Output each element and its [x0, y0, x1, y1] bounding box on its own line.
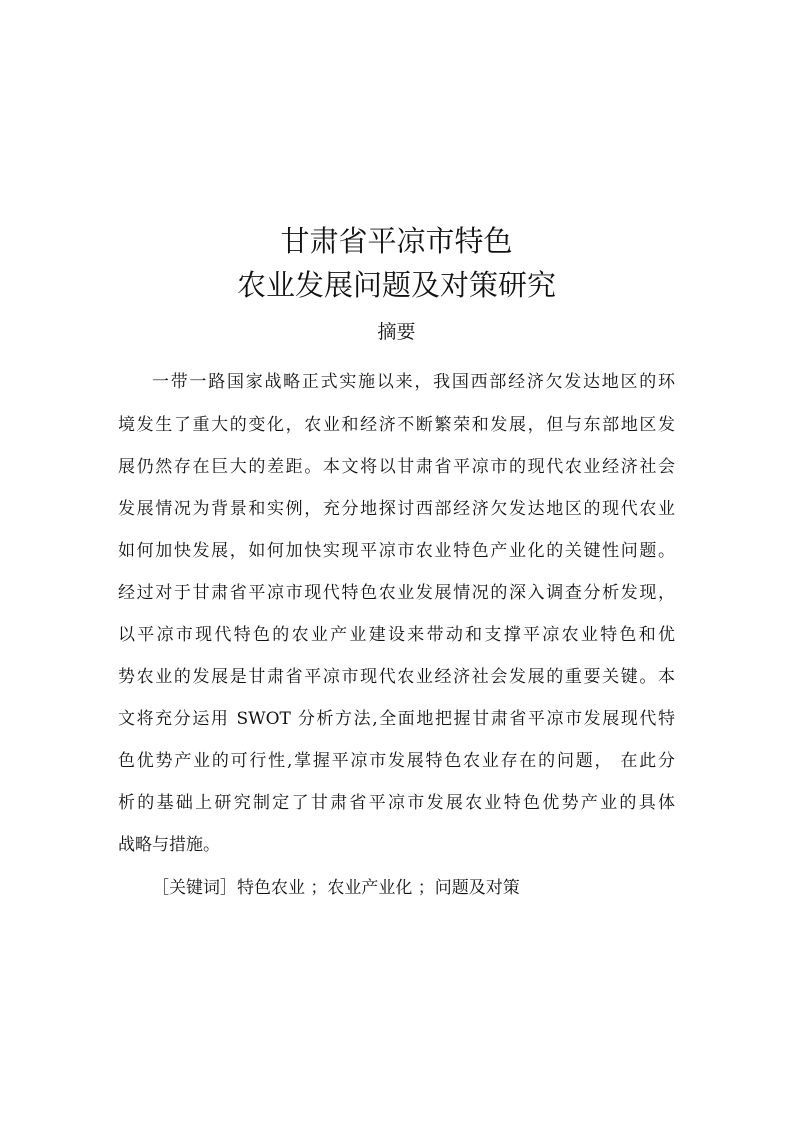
abstract-line: 发展情况为背景和实例，充分地探讨西部经济欠发达地区的现代农业 [118, 499, 675, 519]
document-title-line-2: 农业发展问题及对策研究 [236, 268, 556, 302]
abstract-line: 色优势产业的可行性,掌握平凉市发展特色农业存在的问题， 在此分 [118, 751, 675, 771]
document-title-line-1: 甘肃省平凉市特色 [280, 224, 513, 258]
abstract-line: 境发生了重大的变化，农业和经济不断繁荣和发展，但与东部地区发 [118, 415, 675, 435]
abstract-line: 如何加快发展，如何加快实现平凉市农业特色产业化的关键性问题。 [118, 541, 675, 561]
abstract-line: 战略与措施。 [118, 835, 220, 855]
abstract-heading: 摘要 [377, 321, 416, 343]
abstract-line: 文将充分运用 SWOT 分析方法,全面地把握甘肃省平凉市发展现代特 [118, 709, 675, 729]
abstract-line: 以平凉市现代特色的农业产业建设来带动和支撑平凉农业特色和优 [118, 625, 675, 645]
keywords-line: ［关键词］特色农业 ；农业产业化 ；问题及对策 [152, 878, 520, 898]
abstract-line: 一带一路国家战略正式实施以来，我国西部经济欠发达地区的环 [152, 372, 675, 392]
abstract-line: 经过对于甘肃省平凉市现代特色农业发展情况的深入调查分析发现， [118, 583, 675, 603]
abstract-line: 势农业的发展是甘肃省平凉市现代农业经济社会发展的重要关键。本 [118, 667, 675, 687]
abstract-line: 展仍然存在巨大的差距。本文将以甘肃省平凉市的现代农业经济社会 [118, 457, 675, 477]
abstract-line: 析的基础上研究制定了甘肃省平凉市发展农业特色优势产业的具体 [118, 793, 675, 813]
